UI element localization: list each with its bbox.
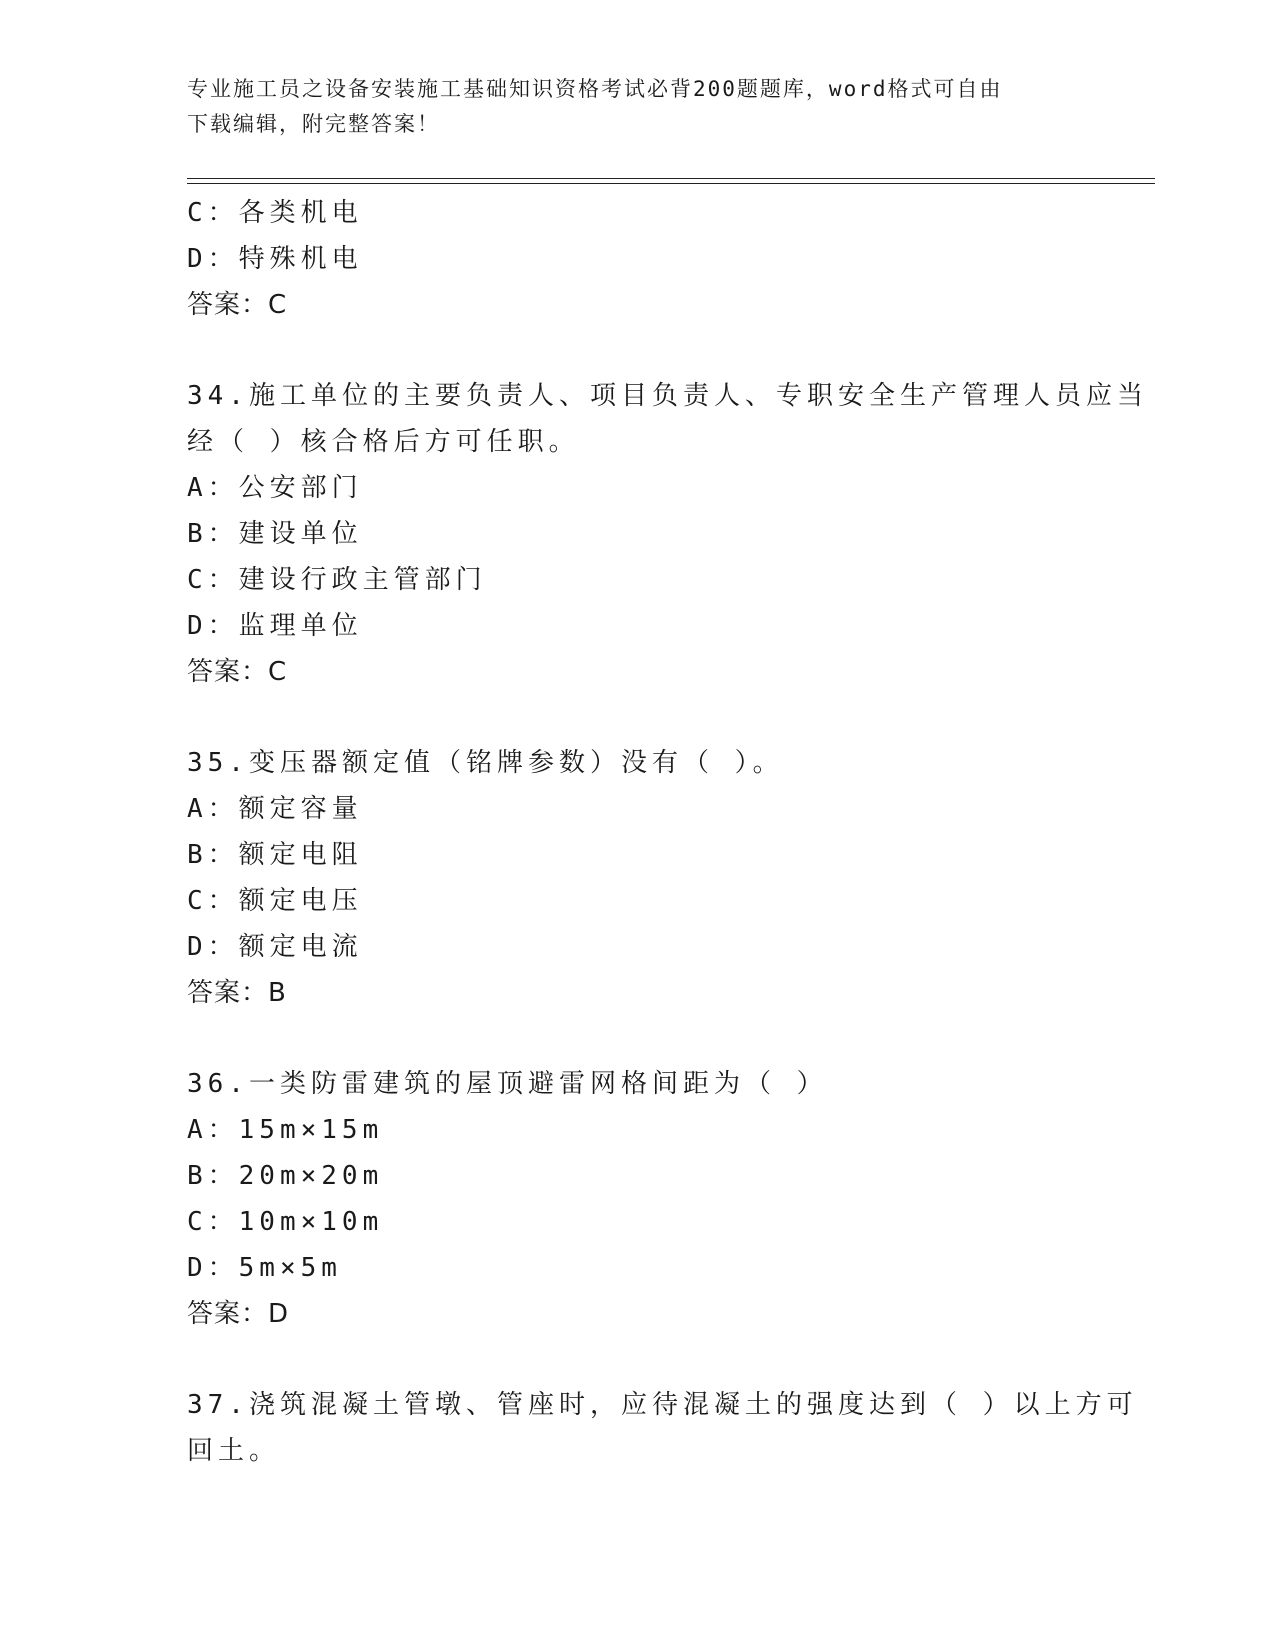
header-line-1: 专业施工员之设备安装施工基础知识资格考试必背200题题库，word格式可自由: [187, 77, 1003, 101]
spacer: [187, 1337, 1087, 1382]
question-35: [187, 740, 1087, 1016]
spacer: [187, 1016, 1087, 1061]
question-stem-line-2: 回土。: [187, 1436, 281, 1466]
question-stem-line-1: 37.浇筑混凝土管墩、管座时，应待混凝土的强度达到（ ）以上方可: [187, 1390, 1138, 1420]
answer-text: 答案：C: [187, 290, 288, 320]
document-header: [187, 72, 1067, 142]
answer-text: 答案：B: [187, 978, 287, 1008]
option-d: D：特殊机电: [187, 244, 363, 274]
option-a: A：15m×15m: [187, 1115, 384, 1145]
question-list: [187, 190, 1148, 1474]
question-33-tail: [187, 190, 1087, 328]
header-divider-top: [187, 178, 1155, 179]
option-b: B：额定电阻: [187, 840, 363, 870]
option-c: C：各类机电: [187, 198, 363, 228]
spacer: [187, 695, 1087, 740]
option-c: C：10m×10m: [187, 1207, 384, 1237]
header-divider-bottom: [187, 183, 1155, 184]
option-b: B：20m×20m: [187, 1161, 384, 1191]
question-stem-line-1: 36.一类防雷建筑的屋顶避雷网格间距为（ ）: [187, 1069, 828, 1099]
option-d: D：监理单位: [187, 611, 363, 641]
answer-text: 答案：C: [187, 657, 288, 687]
question-stem-line-1: 35.变压器额定值（铭牌参数）没有（ ）。: [187, 748, 784, 778]
spacer: [187, 328, 1087, 373]
option-d: D：5m×5m: [187, 1253, 342, 1283]
question-stem-line-1: 34.施工单位的主要负责人、项目负责人、专职安全生产管理人员应当: [187, 381, 1148, 411]
option-c: C：额定电压: [187, 886, 363, 916]
question-37: [187, 1382, 1138, 1474]
question-34: [187, 373, 1148, 695]
option-c: C：建设行政主管部门: [187, 565, 487, 595]
answer-text: 答案：D: [187, 1299, 290, 1329]
option-b: B：建设单位: [187, 519, 363, 549]
option-a: A：额定容量: [187, 794, 363, 824]
question-36: [187, 1061, 1087, 1337]
question-stem-line-2: 经（ ）核合格后方可任职。: [187, 427, 580, 457]
option-a: A：公安部门: [187, 473, 363, 503]
option-d: D：额定电流: [187, 932, 363, 962]
header-line-2: 下载编辑，附完整答案！: [187, 112, 440, 136]
